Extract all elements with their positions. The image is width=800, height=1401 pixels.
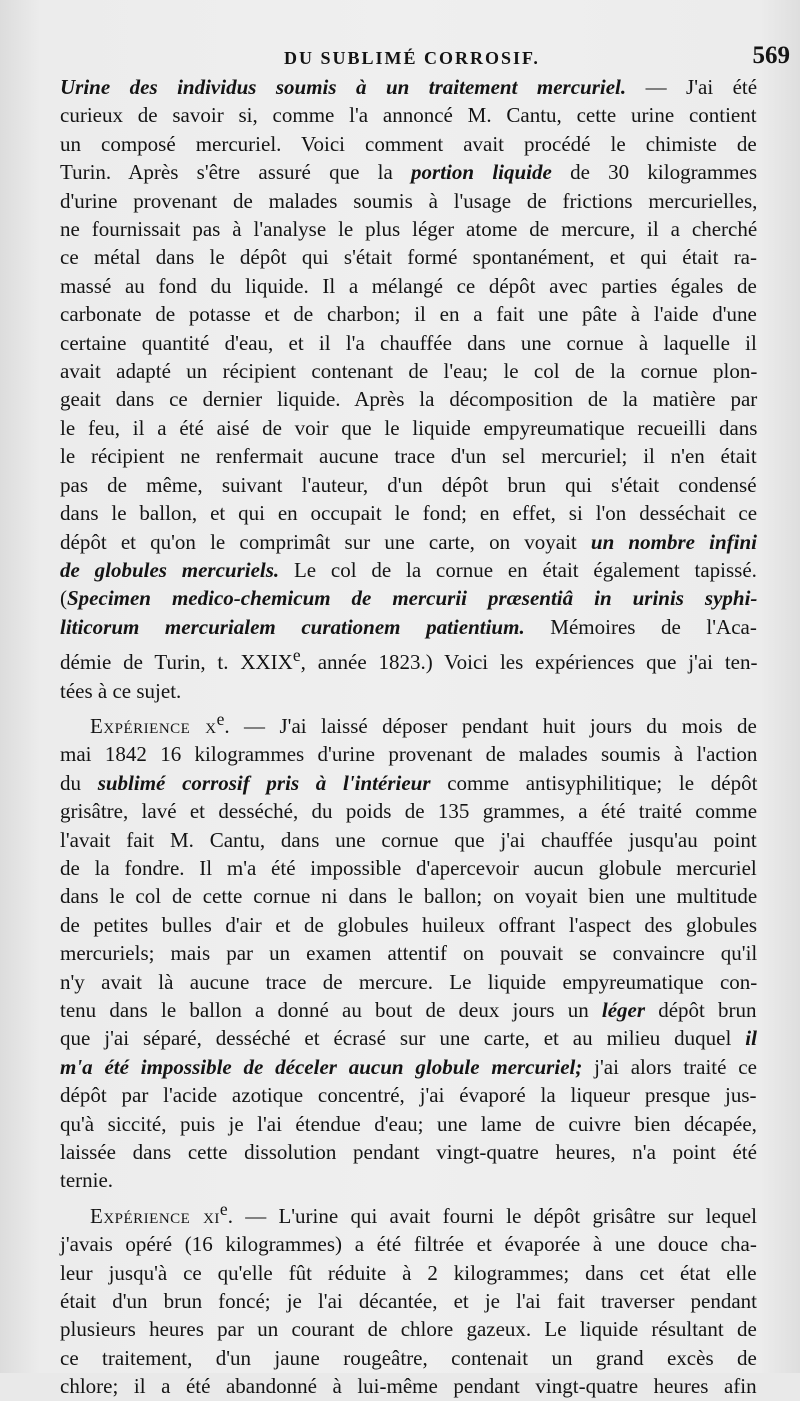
text-line: de la fondre. Il m'a été impossible d'apercevoir aucun globule mercuriel (60, 855, 757, 880)
text-line: mercuriels; mais par un examen attentif on pouvait se convaincre qu'il (60, 941, 758, 966)
body-text (60, 73, 757, 1401)
text-line: le récipient ne renfermait aucune trace d'un sel mercuriel; il n'en était (60, 444, 757, 469)
citation-title: liticorum mercurialem curationem patientium. (60, 614, 525, 639)
running-title: DU SUBLIMÉ CORROSIF. (284, 48, 540, 68)
text-line: (Specimen medico-chemicum de mercurii præsentiâ in urinis syphi- (60, 586, 758, 611)
text-line: était d'un brun foncé; je l'ai décantée, et je l'ai fait traverser pendant (60, 1289, 757, 1314)
emphasis: sublimé corrosif pris à l'intérieur (97, 770, 431, 795)
experiment-heading: Expérience xi (90, 1203, 220, 1228)
text-line: grisâtre, lavé et desséché, du poids de 135 grammes, a été traité comme (60, 799, 758, 824)
text-line: démie de Turin, t. XXIXe, année 1823.) Voici les expériences que j'ai ten- (60, 645, 758, 675)
text-line: geait dans ce dernier liquide. Après la décomposition de la matière par (60, 387, 758, 412)
text-line: curieux de savoir si, comme l'a annoncé M. Cantu, cette urine contient (60, 103, 757, 128)
text-line: d'urine provenant de malades soumis à l'usage de frictions mercurielles, (60, 188, 758, 213)
emphasis: léger (601, 998, 646, 1022)
text-line: dans le ballon, et qui en occupait le fond; en effet, si l'on desséchait ce (60, 501, 758, 526)
text-line: laissée dans cette dissolution pendant vingt-quatre heures, n'a point été (60, 1140, 757, 1165)
emphasis: portion liquide (411, 160, 552, 185)
text-line: massé au fond du liquide. Il a mélangé ce dépôt avec parties égales de (60, 273, 757, 298)
text-line: le feu, il a été aisé de voir que le liquide empyreumatique recueilli dans (60, 415, 758, 440)
text-line: Expérience $xi^e$. — L'urine qui avait fourni le dépôt grisâtre sur lequel (90, 1198, 757, 1228)
text-line: dépôt et qu'on le comprimât sur une carte, on voyait un nombre infini (60, 529, 757, 554)
text-line: ternie. (60, 1168, 114, 1193)
section-heading: Urine des individus soumis à un traitement mercuriel. (60, 75, 627, 99)
emphasis: m'a été impossible de déceler aucun globule mercuriel; (60, 1054, 583, 1079)
text-line: que j'ai séparé, desséché et écrasé sur une carte, et au milieu duquel il (60, 1026, 757, 1051)
text-line: un composé mercuriel. Voici comment avait procédé le chimiste de (60, 131, 757, 156)
text-line: tées à ce sujet. (60, 678, 182, 703)
text-line: Expérience $x^e$. — J'ai laissé déposer pendant huit jours du mois de (90, 708, 757, 738)
text-line: j'avais opéré (16 kilogrammes) a été filtrée et évaporée à une douce cha- (60, 1232, 757, 1257)
text-line: mai 1842 16 kilogrammes d'urine provenant de malades soumis à l'action (60, 742, 758, 767)
text-line: ce traitement, d'un jaune rougeâtre, contenait un grand excès de (60, 1345, 757, 1370)
text-line: pas de même, suivant l'auteur, d'un dépôt brun qui s'était condensé (60, 472, 757, 497)
text-line: l'avait fait M. Cantu, dans une cornue que j'ai chauffée jusqu'au point (60, 827, 757, 852)
text-line: leur jusqu'à ce qu'elle fût réduite à 2 kilogrammes; dans cet état elle (60, 1260, 757, 1285)
text-line: avait adapté un récipient contenant de l'eau; le col de la cornue plon- (60, 359, 758, 384)
emphasis: il (745, 1026, 757, 1051)
emphasis: un nombre infini (590, 529, 757, 554)
text-line: liticorum mercurialem curationem patientium. Mémoires de l'Aca- (60, 614, 757, 639)
text-line: n'y avait là aucune trace de mercure. Le liquide empyreumatique con- (60, 969, 758, 994)
text-line: chlore; il a été abandonné à lui-même pendant vingt-quatre heures afin (60, 1374, 757, 1399)
text-line: ne fournissait pas à l'analyse le plus léger atome de mercure, il a cherché (60, 217, 758, 242)
text-line: certaine quantité d'eau, et il l'a chauffée dans une cornue à laquelle il (60, 330, 757, 355)
experiment-heading: Expérience x (90, 713, 217, 738)
text-line: qu'à siccité, puis je l'ai étendue d'eau; une lame de cuivre bien décapée, (60, 1111, 757, 1136)
text-line: dans le col de cette cornue ni dans le ballon; on voyait bien une multitude (60, 884, 758, 909)
text-line: de globules mercuriels. Le col de la cornue en était également tapissé. (60, 557, 757, 582)
text-line: carbonate de potasse et de charbon; il en a fait une pâte à l'aide d'une (60, 302, 757, 327)
text-line: de petites bulles d'air et de globules huileux offrant l'aspect des globules (60, 912, 758, 937)
text-line: dépôt par l'acide azotique concentré, j'ai évaporé la liqueur presque jus- (60, 1083, 757, 1108)
text-line: ce métal dans le dépôt qui s'était formé spontanément, et qui était ra- (60, 245, 757, 270)
text-line: Urine des individus soumis à un traitement mercuriel. — J'ai été (60, 75, 758, 99)
emphasis: de globules mercuriels. (60, 557, 280, 582)
citation-title: Specimen medico-chemicum de mercurii præsentiâ in urinis syphi- (67, 586, 758, 611)
text-line: tenu dans le ballon a donné au bout de deux jours un léger dépôt brun (60, 998, 757, 1022)
page-number: 569 (752, 42, 790, 69)
text-line: m'a été impossible de déceler aucun globule mercuriel; j'ai alors traité ce (60, 1054, 757, 1079)
text-line: Turin. Après s'être assuré que la portion liquide de 30 kilogrammes (60, 160, 758, 185)
text-line: plusieurs heures par un courant de chlore gazeux. Le liquide résultant de (60, 1317, 757, 1342)
text-line: du sublimé corrosif pris à l'intérieur comme antisyphilitique; le dépôt (60, 770, 758, 795)
